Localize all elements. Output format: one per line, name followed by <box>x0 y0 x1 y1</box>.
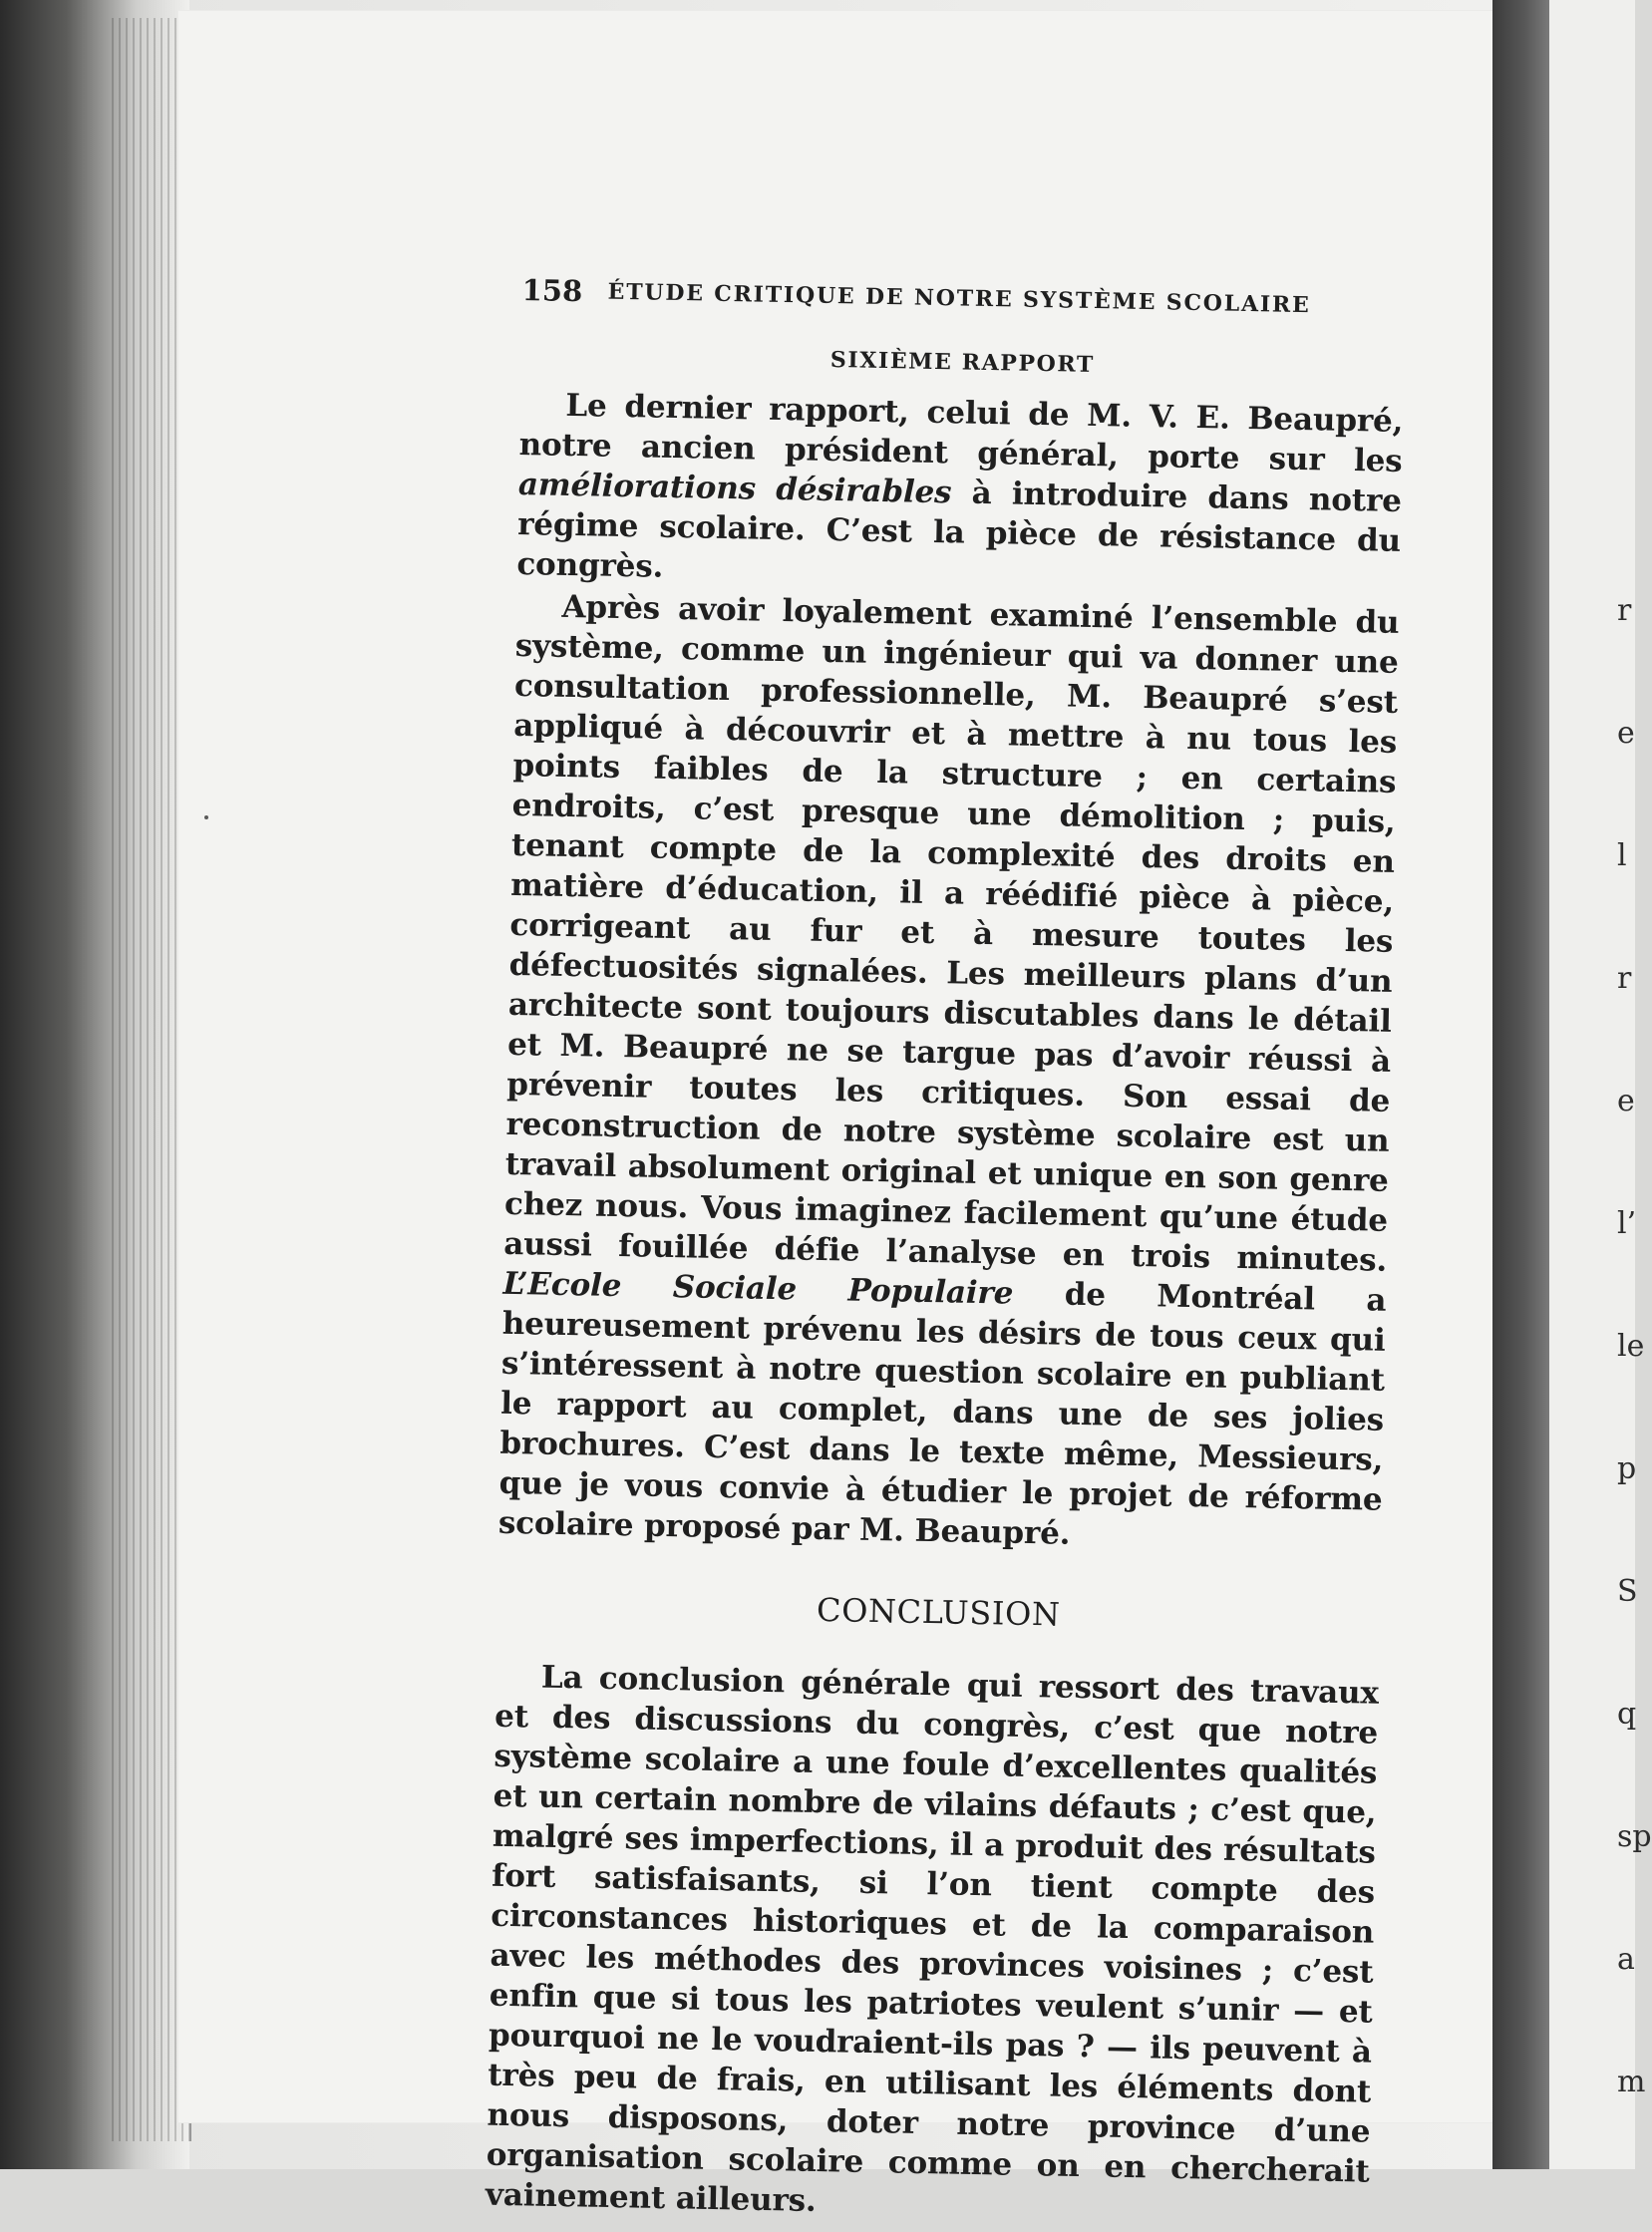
paragraph-1-text-part-2: à introduire dans notre régime scolaire. C’est la pièce de résistance du congrès. <box>516 475 1403 585</box>
paragraph-1-italic-text: améliorations désirables <box>517 466 952 511</box>
paragraph-2 <box>498 586 1400 1560</box>
fragment-line: sp <box>1617 1819 1652 1854</box>
fragment-line: a <box>1617 1942 1635 1977</box>
fragment-line: r <box>1617 593 1632 628</box>
fragment-line: q <box>1617 1697 1637 1732</box>
fragment-line: m <box>1617 2065 1646 2099</box>
page-number: 158 <box>521 273 583 309</box>
fragment-line: l <box>1617 838 1627 873</box>
paragraph-1-text-part-1: Le dernier rapport, celui de M. V. E. Beaupré, notre ancien président général, porte sur les <box>518 387 1404 479</box>
paragraph-1 <box>516 385 1404 601</box>
book-spine-shadow <box>1492 0 1550 2169</box>
paragraph-3: La conclusion générale qui ressort des travaux et des discussions du congrès, c’est que notre système scolaire a une foule d’excellentes qualités et un certain nombre de vilains défauts ; c’est que, malgré ses imperfections, il a produit des résultats fort satisfaisants, si l’on tient compte des circonstances historiques et de la comparaison avec les méthodes des provinces voisines ; c’est enfin que si tous les patriotes veulent s’unir — et pourquoi ne le voudraient-ils pas ? — ils peuvent à très peu de frais, en utilisant les éléments dont nous disposons, doter notre province d’une organisation scolaire comme on en chercherait vainement ailleurs. <box>485 1659 1380 2220</box>
fragment-line: p <box>1617 1451 1637 1486</box>
fragment-line: r <box>1617 961 1632 996</box>
page-content <box>486 273 1406 2232</box>
header-title: ÉTUDE CRITIQUE DE NOTRE SYSTÈME SCOLAIRE <box>607 278 1311 319</box>
fragment-line: S <box>1617 1574 1638 1609</box>
paper-speck <box>204 815 208 819</box>
section-heading: SIXIÈME RAPPORT <box>829 346 1096 379</box>
fragment-line: l’ <box>1617 1206 1637 1241</box>
fragment-line: e <box>1617 1084 1635 1118</box>
adjacent-page-fragments <box>1617 508 1652 2143</box>
fragment-line: le <box>1617 1329 1645 1364</box>
fragment-line: e <box>1617 716 1635 751</box>
paragraph-2-text-part-1: Après avoir loyalement examiné l’ensemble du système, comme un ingénieur qui va donner une consultation professionnelle, M. Beaupré s’est appliqué à découvrir et à mettre à nu tous les points faibles de la structure ; en certains endroits, c’est presque une démolition ; puis, tenant compte de la complexité des droits en matière d’éducation, il a réédifié pièce à pièce, corrigeant au fur et à mesure toutes les défectuosités signalées. Les meilleurs plans d’un architecte sont toujours discutables dans le détail et M. Beaupré ne se targue pas d’avoir réussi à prévenir toutes les critiques. Son essai de reconstruction de notre système scolaire est un travail absolument original et unique en son genre chez nous. Vous imaginez facilement qu’une étude aussi fouillée défie l’analyse en trois minutes. <box>502 588 1400 1279</box>
paragraph-2-italic-text: L’Ecole Sociale Populaire <box>502 1265 1014 1312</box>
paragraph-2-text-part-2: de Montréal a heureusement prévenu les désirs de tous ceux qui s’intéressent à notre question scolaire en publiant le rapport au complet, dans une de ses jolies brochures. C’est dans le texte même, Messieurs, que je vous convie à étudier le projet de réforme scolaire proposé par M. Beaupré. <box>497 1275 1387 1552</box>
conclusion-heading: CONCLUSION <box>816 1590 1061 1634</box>
